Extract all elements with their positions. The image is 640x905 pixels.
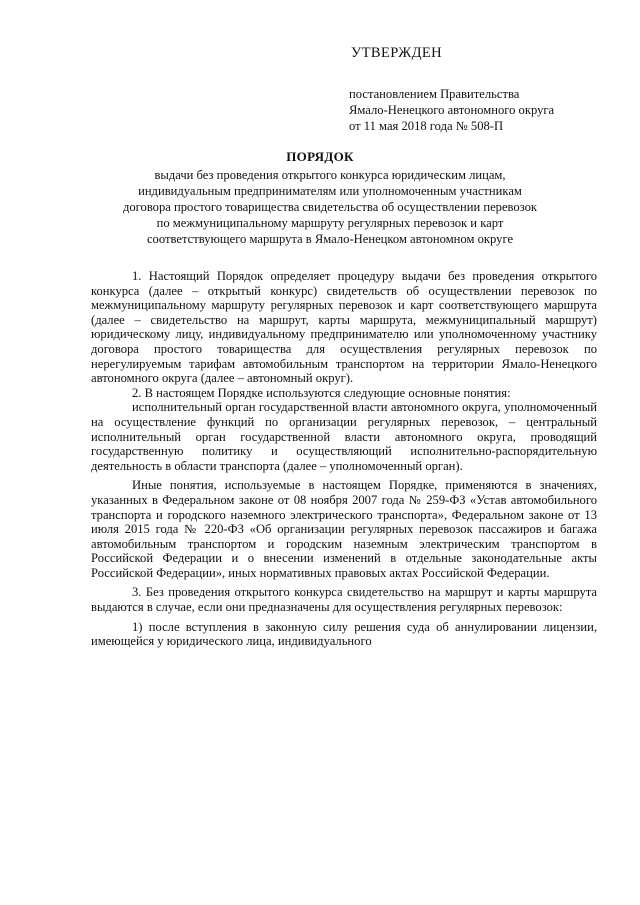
subtitle-line: соответствующего маршрута в Ямало-Ненецком автономном округе <box>146 232 514 246</box>
paragraph-other-terms: Иные понятия, используемые в настоящем Порядке, применяются в значениях, указанных в Федеральном законе от 08 ноября 2007 года № 259-ФЗ «Устав автомобильного транспорта и городского наземного электрического транспорта», Федеральном законе от 13 июля 2015 года № 220-ФЗ «Об организации регулярных перевозок пассажиров и багажа автомобильным транспортом и городским наземным электрическим транспортом в Российской Федерации и о внесении изменений в отдельные законодательные акты Российской Федерации», иных нормативных правовых актах Российской Федерации. <box>91 478 597 580</box>
subtitle-line: индивидуальным предпринимателям или уполномоченным участникам <box>138 184 522 198</box>
subtitle-line: договора простого товарищества свидетельства об осуществлении перевозок <box>122 200 538 214</box>
approval-line: от 11 мая 2018 года № 508-П <box>349 119 504 133</box>
subtitle-line: по межмуниципальному маршруту регулярных перевозок и карт <box>156 216 504 230</box>
paragraph-2: 2. В настоящем Порядке используются следующие основные понятия: <box>132 385 511 400</box>
document-body <box>91 269 597 649</box>
approval-line: Ямало-Ненецкого автономного округа <box>349 103 555 117</box>
paragraph-1: 1. Настоящий Порядок определяет процедуру выдачи без проведения открытого конкурса (далее – открытый конкурс) свидетельств об осуществлении перевозок по межмуниципальному маршруту регулярных перевозок и карт соответствующего маршрута (далее – свидетельство на маршрут, карты маршрута, межмуниципальный маршрут) юридическому лицу, индивидуальному предпринимателю или уполномоченному участнику договора простого товарищества для осуществления регулярных перевозок по нерегулируемым тарифам автомобильным транспортом на территории Ямало-Ненецкого автономного округа (далее – автономный округ). <box>91 269 597 386</box>
approval-stamp-title: УТВЕРЖДЕН <box>351 45 443 61</box>
document-subtitle <box>60 167 600 247</box>
approval-line: постановлением Правительства <box>349 87 520 101</box>
paragraph-3-item-1: 1) после вступления в законную силу решения суда об аннулировании лицензии, имеющейся у юридического лица, индивидуального <box>91 619 597 649</box>
document-title: ПОРЯДОК <box>286 149 354 164</box>
paragraph-3: 3. Без проведения открытого конкурса свидетельство на маршрут и карты маршрута выдаются в случае, если они предназначены для осуществления регулярных перевозок: <box>91 585 597 615</box>
approval-reference <box>349 86 554 134</box>
paragraph-definition: исполнительный орган государственной власти автономного округа, уполномоченный на осуществление функций по организации регулярных перевозок, – центральный исполнительный орган государственной власти автономного округа, проводящий государственную политику и осуществляющий исполнительно-распорядительную деятельность в области транспорта (далее – уполномоченный орган). <box>91 400 597 473</box>
subtitle-line: выдачи без проведения открытого конкурса юридическим лицам, <box>154 168 506 182</box>
